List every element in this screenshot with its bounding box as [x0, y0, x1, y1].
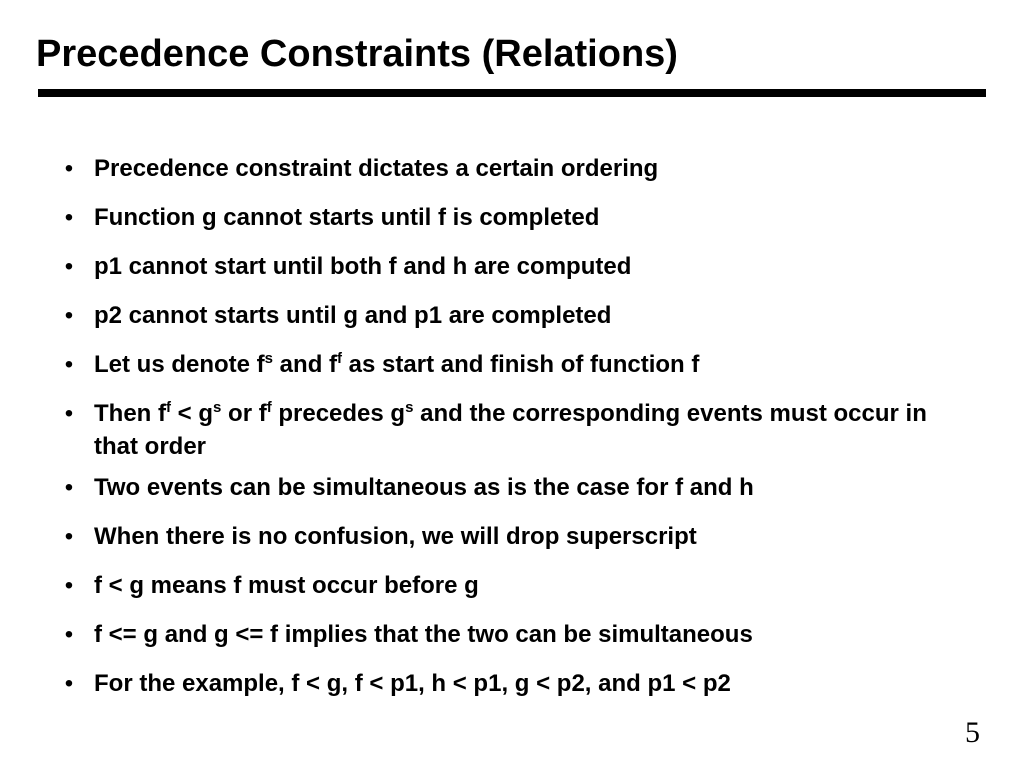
bullet-item-example-relations — [60, 667, 960, 708]
text-fragment: < g — [171, 400, 214, 427]
bullet-item-simultaneous-events — [60, 471, 960, 512]
bullet-icon: • — [64, 253, 74, 280]
bullet-text: Two events can be simultaneous as is the case for f and h — [94, 474, 754, 501]
bullet-text: For the example, f < g, f < p1, h < p1, g < p2, and p1 < p2 — [94, 670, 731, 697]
text-fragment: and f — [273, 351, 338, 378]
bullet-icon: • — [64, 572, 74, 599]
superscript-s: s — [405, 399, 414, 416]
bullet-text-rich — [94, 397, 960, 463]
bullet-item-precedence-ordering — [60, 152, 960, 193]
bullet-icon: • — [64, 351, 74, 378]
bullet-text: p1 cannot start until both f and h are computed — [94, 253, 632, 280]
bullet-item-p1-start — [60, 250, 960, 291]
bullet-text-rich — [94, 348, 960, 381]
bullet-item-less-than-definition — [60, 569, 960, 610]
slide-title: Precedence Constraints (Relations) — [36, 33, 678, 75]
superscript-f: f — [337, 350, 343, 367]
bullet-icon: • — [64, 621, 74, 648]
text-fragment: precedes g — [271, 400, 406, 427]
bullet-icon: • — [64, 474, 74, 501]
bullet-text: Precedence constraint dictates a certain ordering — [94, 155, 659, 182]
text-fragment: as start and finish of function f — [342, 351, 700, 378]
bullet-text: f < g means f must occur before g — [94, 572, 479, 599]
bullet-list — [60, 152, 960, 716]
bullet-icon: • — [64, 302, 74, 329]
bullet-item-drop-superscript — [60, 520, 960, 561]
bullet-icon: • — [64, 400, 74, 427]
bullet-icon: • — [64, 670, 74, 697]
bullet-item-p2-start — [60, 299, 960, 340]
title-divider — [38, 89, 986, 97]
bullet-text: f <= g and g <= f implies that the two can be simultaneous — [94, 621, 753, 648]
bullet-text: Function g cannot starts until f is completed — [94, 204, 600, 231]
superscript-f: f — [166, 399, 171, 416]
bullet-item-function-g — [60, 201, 960, 242]
bullet-text: When there is no confusion, we will drop superscript — [94, 523, 697, 550]
bullet-item-start-finish-notation — [60, 348, 960, 389]
bullet-text: p2 cannot starts until g and p1 are completed — [94, 302, 612, 329]
text-fragment: and the corresponding events must occur in that order — [94, 400, 927, 460]
page-number: 5 — [965, 716, 980, 749]
bullet-icon: • — [64, 155, 74, 182]
bullet-item-event-order — [60, 397, 960, 463]
text-fragment: Let us denote f — [94, 351, 265, 378]
bullet-icon: • — [64, 523, 74, 550]
superscript-s: s — [213, 399, 222, 416]
text-fragment: Then f — [94, 400, 166, 427]
bullet-item-less-equal-definition — [60, 618, 960, 659]
superscript-s: s — [264, 350, 274, 367]
superscript-f: f — [266, 399, 272, 416]
bullet-icon: • — [64, 204, 74, 231]
text-fragment: or f — [221, 400, 267, 427]
